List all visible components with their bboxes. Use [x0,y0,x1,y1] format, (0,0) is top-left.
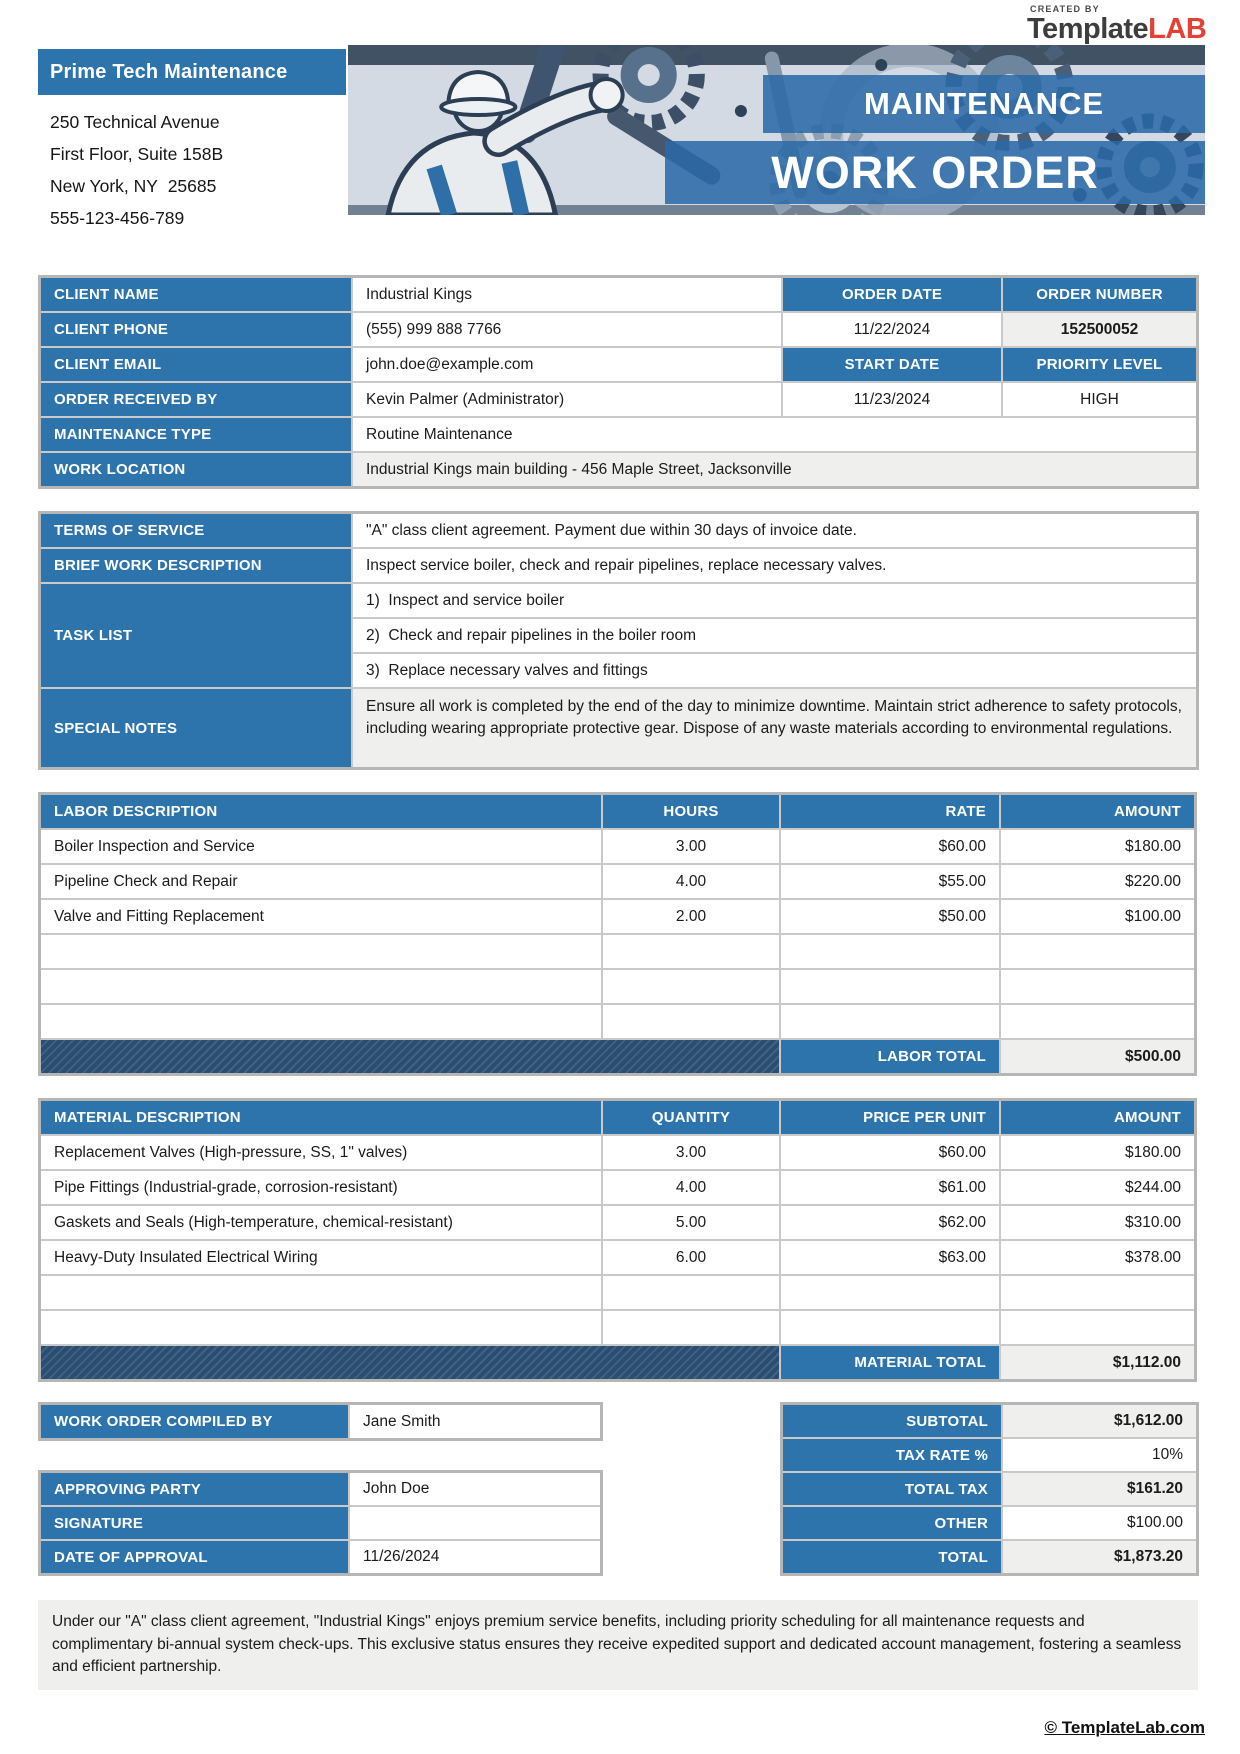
company-address [50,106,223,234]
labor-row-amount: $180.00 [1001,830,1194,863]
task-item-3: 3) Replace necessary valves and fittings [353,654,1196,687]
labor-header-rate: RATE [781,795,999,828]
client-info-table [38,275,1199,489]
company-phone: 555-123-456-789 [50,208,185,228]
material-row-quantity: 4.00 [603,1171,779,1204]
material-row-description: Gaskets and Seals (High-temperature, chemical-resistant) [41,1206,601,1239]
material-row-price: $63.00 [781,1241,999,1274]
work-location-label: WORK LOCATION [41,453,351,486]
order-received-by-value: Kevin Palmer (Administrator) [353,383,781,416]
labor-row-rate [781,935,999,968]
terms-of-service-label: TERMS OF SERVICE [41,514,351,547]
totals-table [780,1402,1199,1576]
material-row-price: $62.00 [781,1206,999,1239]
material-row-price [781,1311,999,1344]
material-header-quantity: QUANTITY [603,1101,779,1134]
labor-row-amount: $100.00 [1001,900,1194,933]
total-tax-value: $161.20 [1003,1473,1196,1505]
material-row-description: Replacement Valves (High-pressure, SS, 1" valves) [41,1136,601,1169]
material-row-amount: $244.00 [1001,1171,1194,1204]
task-item-2: 2) Check and repair pipelines in the boiler room [353,619,1196,652]
labor-row-rate: $50.00 [781,900,999,933]
material-row-price: $60.00 [781,1136,999,1169]
labor-total-label: LABOR TOTAL [781,1040,999,1073]
signature-field[interactable] [350,1507,600,1539]
approval-table [38,1470,603,1576]
order-date-label: ORDER DATE [783,278,1001,311]
material-row-amount [1001,1311,1194,1344]
order-number-label: ORDER NUMBER [1003,278,1196,311]
labor-row-rate [781,1005,999,1038]
service-details-table [38,511,1199,770]
material-row-description [41,1311,601,1344]
labor-header-description: LABOR DESCRIPTION [41,795,601,828]
date-of-approval-value: 11/26/2024 [350,1541,600,1573]
copyright-link[interactable]: © TemplateLab.com [1044,1718,1205,1737]
signature-label: SIGNATURE [41,1507,348,1539]
material-row-quantity [603,1311,779,1344]
labor-row-amount: $220.00 [1001,865,1194,898]
labor-row-rate: $60.00 [781,830,999,863]
priority-level-label: PRIORITY LEVEL [1003,348,1196,381]
logo-brand-primary: Template [1027,13,1149,45]
client-phone-value: (555) 999 888 7766 [353,313,781,346]
order-received-by-label: ORDER RECEIVED BY [41,383,351,416]
total-label: TOTAL [783,1541,1001,1573]
order-date-value: 11/22/2024 [783,313,1001,346]
labor-total-value: $500.00 [1001,1040,1194,1073]
labor-row-amount [1001,1005,1194,1038]
labor-row-hours [603,970,779,1003]
order-number-value: 152500052 [1003,313,1196,346]
labor-header-amount: AMOUNT [1001,795,1194,828]
logo-brand-accent: LAB [1148,13,1207,45]
brief-work-description-label: BRIEF WORK DESCRIPTION [41,549,351,582]
address-line-1: 250 Technical Avenue [50,112,220,132]
start-date-value: 11/23/2024 [783,383,1001,416]
total-value: $1,873.20 [1003,1541,1196,1573]
subtotal-value: $1,612.00 [1003,1405,1196,1437]
labor-row-hours: 4.00 [603,865,779,898]
labor-row-hours: 2.00 [603,900,779,933]
banner-title-work-order: WORK ORDER [665,141,1205,204]
material-total-label: MATERIAL TOTAL [781,1346,999,1379]
brief-work-description-value: Inspect service boiler, check and repair pipelines, replace necessary valves. [353,549,1196,582]
compiled-by-table [38,1402,603,1441]
tax-rate-value: 10% [1003,1439,1196,1471]
labor-row-description: Valve and Fitting Replacement [41,900,601,933]
approving-party-label: APPROVING PARTY [41,1473,348,1505]
material-row-description [41,1276,601,1309]
labor-row-amount [1001,935,1194,968]
labor-row-amount [1001,970,1194,1003]
approving-party-value: John Doe [350,1473,600,1505]
tax-rate-label: TAX RATE % [783,1439,1001,1471]
material-row-quantity [603,1276,779,1309]
templatelab-logo[interactable] [1027,4,1205,44]
client-phone-label: CLIENT PHONE [41,313,351,346]
material-total-hatch [41,1346,779,1379]
client-email-value: john.doe@example.com [353,348,781,381]
material-row-quantity: 5.00 [603,1206,779,1239]
labor-row-description [41,1005,601,1038]
material-row-description: Heavy-Duty Insulated Electrical Wiring [41,1241,601,1274]
terms-of-service-value: "A" class client agreement. Payment due within 30 days of invoice date. [353,514,1196,547]
material-row-amount: $310.00 [1001,1206,1194,1239]
labor-row-rate: $55.00 [781,865,999,898]
start-date-label: START DATE [783,348,1001,381]
company-name: Prime Tech Maintenance [38,49,346,95]
labor-row-rate [781,970,999,1003]
material-row-amount: $180.00 [1001,1136,1194,1169]
maintenance-type-value: Routine Maintenance [353,418,1196,451]
client-name-label: CLIENT NAME [41,278,351,311]
compiled-by-label: WORK ORDER COMPILED BY [41,1405,348,1438]
labor-table [38,792,1197,1076]
work-location-value: Industrial Kings main building - 456 Maple Street, Jacksonville [353,453,1196,486]
labor-row-hours [603,935,779,968]
labor-row-description: Boiler Inspection and Service [41,830,601,863]
material-header-description: MATERIAL DESCRIPTION [41,1101,601,1134]
material-row-quantity: 3.00 [603,1136,779,1169]
material-row-amount [1001,1276,1194,1309]
labor-row-hours [603,1005,779,1038]
date-of-approval-label: DATE OF APPROVAL [41,1541,348,1573]
client-name-value: Industrial Kings [353,278,781,311]
address-line-2: First Floor, Suite 158B [50,144,224,164]
maintenance-type-label: MAINTENANCE TYPE [41,418,351,451]
task-item-1: 1) Inspect and service boiler [353,584,1196,617]
other-label: OTHER [783,1507,1001,1539]
material-row-amount: $378.00 [1001,1241,1194,1274]
labor-row-description [41,970,601,1003]
material-row-price [781,1276,999,1309]
other-value: $100.00 [1003,1507,1196,1539]
material-total-value: $1,112.00 [1001,1346,1194,1379]
banner-image [348,45,1205,215]
labor-row-description [41,935,601,968]
compiled-by-value: Jane Smith [350,1405,600,1438]
labor-header-hours: HOURS [603,795,779,828]
material-header-amount: AMOUNT [1001,1101,1194,1134]
labor-row-hours: 3.00 [603,830,779,863]
labor-row-description: Pipeline Check and Repair [41,865,601,898]
banner-title-maintenance: MAINTENANCE [763,75,1205,133]
subtotal-label: SUBTOTAL [783,1405,1001,1437]
materials-table [38,1098,1197,1382]
agreement-note: Under our "A" class client agreement, "Industrial Kings" enjoys premium service benefits, including priority scheduling for all maintenance requests and complimentary bi-annual system check-ups. This exclusive status ensures they receive expedited support and dedicated account management, fostering a seamless and efficient partnership. [38,1600,1198,1690]
material-row-description: Pipe Fittings (Industrial-grade, corrosion-resistant) [41,1171,601,1204]
address-line-3: New York, NY 25685 [50,176,217,196]
labor-total-hatch [41,1040,779,1073]
logo-brand [1027,14,1205,44]
task-list-label: TASK LIST [41,584,351,687]
priority-level-value: HIGH [1003,383,1196,416]
material-header-price: PRICE PER UNIT [781,1101,999,1134]
client-email-label: CLIENT EMAIL [41,348,351,381]
total-tax-label: TOTAL TAX [783,1473,1001,1505]
material-row-quantity: 6.00 [603,1241,779,1274]
special-notes-value: Ensure all work is completed by the end of the day to minimize downtime. Maintain strict adherence to safety protocols, including wearing appropriate protective gear. Dispose of any waste materials according to environmental regulations. [353,689,1196,767]
logo-created-by: CREATED BY [1030,4,1100,14]
material-row-price: $61.00 [781,1171,999,1204]
special-notes-label: SPECIAL NOTES [41,689,351,767]
